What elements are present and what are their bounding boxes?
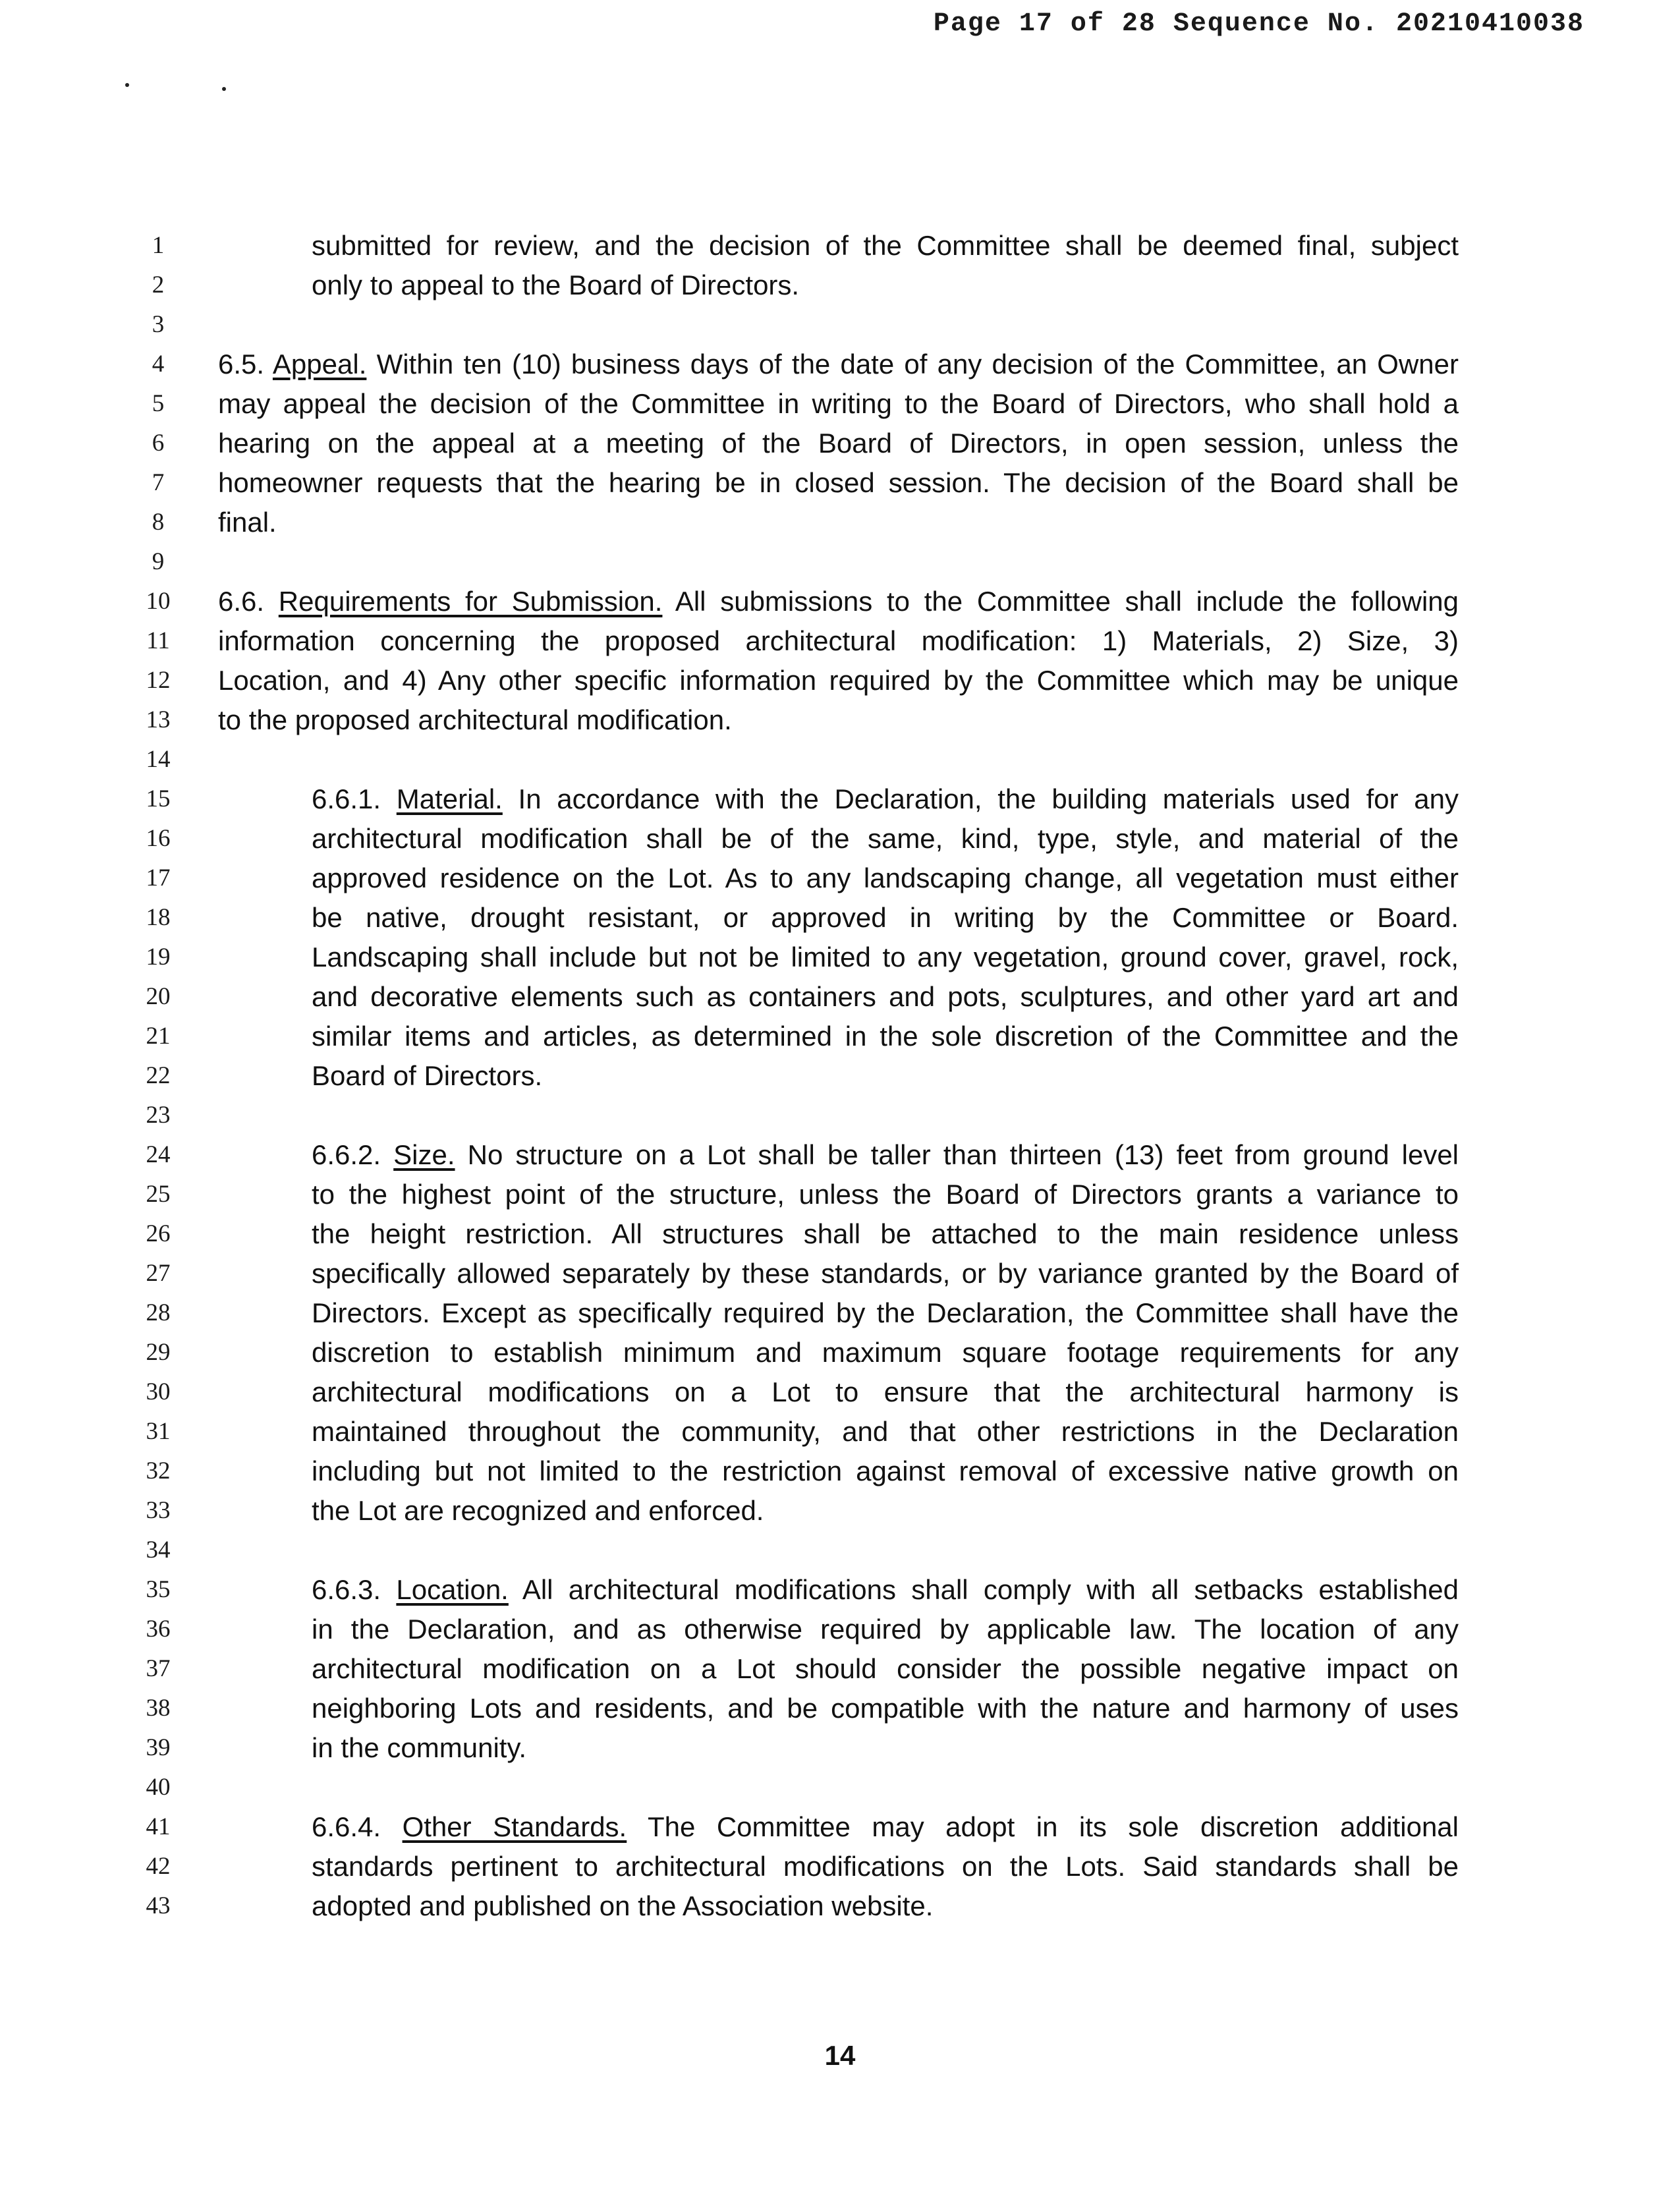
section-6-6-line: Location, and 4) Any other specific information required by the Committee which may be unique	[218, 665, 1459, 696]
scan-speck	[222, 87, 226, 91]
line-number: 13	[146, 706, 171, 733]
section-6-6-2-line: specifically allowed separately by these standards, or by variance granted by the Board of	[312, 1258, 1459, 1289]
line-number: 17	[146, 864, 171, 891]
section-6-5-line: hearing on the appeal at a meeting of the Board of Directors, in open session, unless the	[218, 428, 1459, 459]
line-number: 27	[146, 1260, 171, 1287]
section-6-6-2-line: discretion to establish minimum and maximum square footage requirements for any	[312, 1337, 1459, 1368]
line-number: 16	[146, 825, 171, 852]
line-number: 20	[146, 983, 171, 1010]
section-6-6-3-first-line	[312, 1570, 1459, 1610]
section-number: 6.6.1.	[312, 783, 381, 814]
section-6-6-1-line: approved residence on the Lot. As to any landscaping change, all vegetation must either	[312, 862, 1459, 893]
line-number: 23	[146, 1102, 171, 1129]
section-text: No structure on a Lot shall be taller than thirteen (13) feet from ground level	[467, 1139, 1459, 1170]
line-number: 2	[152, 271, 165, 298]
continuation-line-2: only to appeal to the Board of Directors.	[312, 269, 800, 300]
line-number: 26	[146, 1220, 171, 1247]
section-6-6-line: information concerning the proposed architectural modification: 1) Materials, 2) Size, 3)	[218, 625, 1459, 656]
section-6-6-first-line	[218, 582, 1459, 621]
line-number: 12	[146, 667, 171, 694]
line-number: 40	[146, 1774, 171, 1801]
line-number: 4	[152, 351, 165, 378]
section-6-6-1-line: Board of Directors.	[312, 1060, 543, 1091]
line-number: 7	[152, 469, 165, 496]
section-6-6-3-line: in the Declaration, and as otherwise required by applicable law. The location of any	[312, 1614, 1459, 1645]
line-number: 42	[146, 1853, 171, 1880]
section-6-6-4-line: adopted and published on the Association website.	[312, 1890, 934, 1921]
line-number: 21	[146, 1023, 171, 1050]
line-number: 41	[146, 1813, 171, 1840]
section-6-6-1-line: and decorative elements such as containers and pots, sculptures, and other yard art and	[312, 981, 1459, 1012]
section-heading: Location.	[396, 1574, 509, 1605]
section-6-6-4-first-line	[312, 1807, 1459, 1847]
line-number: 9	[152, 548, 165, 575]
line-number: 11	[146, 627, 170, 654]
section-6-6-2-line: Directors. Except as specifically required by the Declaration, the Committee shall have the	[312, 1297, 1459, 1328]
section-6-5-first-line	[218, 345, 1459, 384]
line-number: 10	[146, 588, 171, 615]
line-number: 14	[146, 746, 171, 773]
line-number: 1	[152, 232, 165, 259]
line-number: 34	[146, 1537, 171, 1564]
line-number: 22	[146, 1062, 171, 1089]
section-6-6-3-line: in the community.	[312, 1732, 527, 1763]
section-heading: Other Standards.	[402, 1811, 627, 1842]
section-heading: Appeal.	[272, 349, 367, 380]
section-6-6-1-line: architectural modification shall be of the same, kind, type, style, and material of the	[312, 823, 1459, 854]
section-6-6-3-line: neighboring Lots and residents, and be compatible with the nature and harmony of uses	[312, 1693, 1459, 1724]
section-6-6-2-line: architectural modifications on a Lot to ensure that the architectural harmony is	[312, 1376, 1459, 1407]
section-heading: Size.	[393, 1139, 455, 1170]
section-6-6-4-line: standards pertinent to architectural modifications on the Lots. Said standards shall be	[312, 1851, 1459, 1882]
section-heading: Requirements for Submission.	[278, 586, 663, 617]
line-number: 35	[146, 1576, 171, 1603]
section-6-5-line: may appeal the decision of the Committee in writing to the Board of Directors, who shall hold a	[218, 388, 1459, 419]
line-number: 39	[146, 1734, 171, 1761]
section-6-5-line: homeowner requests that the hearing be in closed session. The decision of the Board shall be	[218, 467, 1459, 498]
section-heading: Material.	[396, 783, 503, 814]
section-6-6-2-line: including but not limited to the restriction against removal of excessive native growth on	[312, 1455, 1459, 1486]
line-number: 25	[146, 1181, 171, 1208]
line-number: 5	[152, 390, 165, 417]
line-number: 3	[152, 311, 165, 338]
section-text: All architectural modifications shall comply with all setbacks established	[522, 1574, 1459, 1605]
section-6-6-1-first-line	[312, 779, 1459, 819]
page-sequence-stamp: Page 17 of 28 Sequence No. 20210410038	[933, 9, 1584, 39]
section-number: 6.6.3.	[312, 1574, 381, 1605]
section-6-6-2-first-line	[312, 1135, 1459, 1175]
section-number: 6.5.	[218, 349, 265, 380]
section-6-6-2-line: the Lot are recognized and enforced.	[312, 1495, 764, 1526]
section-text: In accordance with the Declaration, the building materials used for any	[518, 783, 1459, 814]
section-text: Within ten (10) business days of the date of any decision of the Committee, an Owner	[376, 349, 1459, 380]
section-6-6-1-line: Landscaping shall include but not be limited to any vegetation, ground cover, gravel, rock,	[312, 942, 1459, 973]
line-number: 38	[146, 1695, 171, 1722]
section-6-6-2-line: to the highest point of the structure, unless the Board of Directors grants a variance to	[312, 1179, 1459, 1210]
line-number: 19	[146, 944, 171, 971]
line-number: 30	[146, 1378, 171, 1405]
page-number: 14	[824, 2040, 856, 2071]
section-6-6-1-line: similar items and articles, as determined in the sole discretion of the Committee and the	[312, 1021, 1459, 1052]
line-number: 29	[146, 1339, 171, 1366]
section-text: The Committee may adopt in its sole discretion additional	[647, 1811, 1459, 1842]
continuation-line-1: submitted for review, and the decision of the Committee shall be deemed final, subject	[312, 230, 1459, 261]
section-6-6-2-line: maintained throughout the community, and that other restrictions in the Declaration	[312, 1416, 1459, 1447]
line-number: 18	[146, 904, 171, 931]
scan-speck	[125, 83, 129, 87]
line-number: 24	[146, 1141, 171, 1168]
line-number: 6	[152, 430, 165, 457]
section-number: 6.6.4.	[312, 1811, 381, 1842]
section-number: 6.6.2.	[312, 1139, 381, 1170]
line-number: 15	[146, 785, 171, 812]
section-6-6-2-line: the height restriction. All structures shall be attached to the main residence unless	[312, 1218, 1459, 1249]
line-number: 31	[146, 1418, 171, 1445]
section-6-5-line: final.	[218, 507, 277, 538]
section-6-6-line: to the proposed architectural modification.	[218, 704, 732, 735]
line-number: 36	[146, 1616, 171, 1643]
line-number: 8	[152, 509, 165, 536]
section-text: All submissions to the Committee shall include the following	[675, 586, 1459, 617]
section-number: 6.6.	[218, 586, 265, 617]
section-6-6-3-line: architectural modification on a Lot should consider the possible negative impact on	[312, 1653, 1459, 1684]
line-number: 43	[146, 1892, 171, 1919]
line-number: 32	[146, 1457, 171, 1484]
line-number: 33	[146, 1497, 171, 1524]
line-number: 37	[146, 1655, 171, 1682]
section-6-6-1-line: be native, drought resistant, or approved in writing by the Committee or Board.	[312, 902, 1459, 933]
line-number: 28	[146, 1299, 171, 1326]
